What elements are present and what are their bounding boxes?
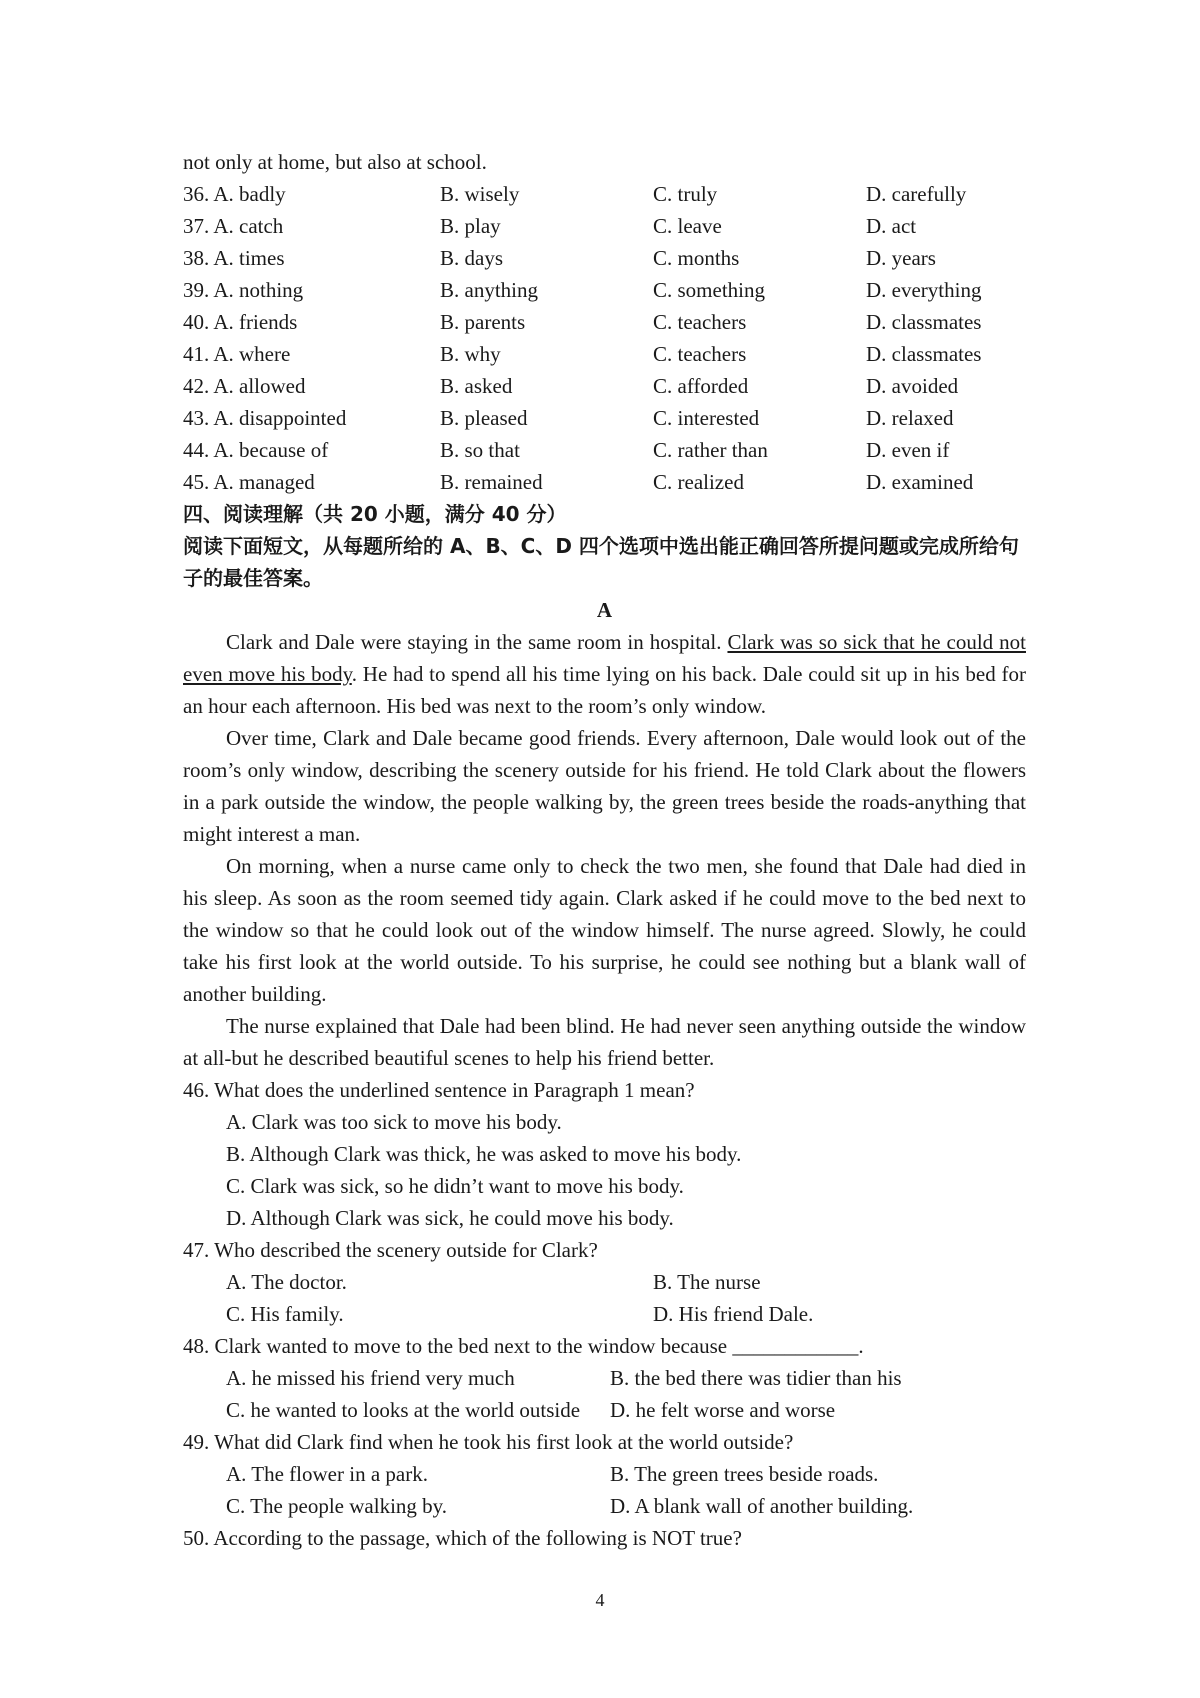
option-a: 36. A. badly	[183, 182, 286, 206]
question-stem: 46. What does the underlined sentence in Paragraph 1 mean?	[183, 1078, 695, 1102]
options-row-1	[183, 1458, 1026, 1490]
cloze-item-45	[183, 466, 1026, 498]
option-a: A. Clark was too sick to move his body.	[226, 1110, 562, 1134]
cloze-item-37	[183, 210, 1026, 242]
option-a: 45. A. managed	[183, 470, 315, 494]
option-d: D. His friend Dale.	[653, 1302, 814, 1326]
cloze-item-36	[183, 178, 1026, 210]
p1-end: . He had to spend all his time lying on his back. Dale could sit up in his bed for an hour each afternoon. His bed was next to the room’s only window.	[183, 662, 1026, 718]
passage-paragraph-1	[183, 626, 1026, 722]
option-b: B. remained	[440, 470, 543, 494]
option-a: 43. A. disappointed	[183, 406, 347, 430]
option-a: A. The flower in a park.	[226, 1462, 428, 1486]
option-a: 37. A. catch	[183, 214, 284, 238]
option-b: B. Although Clark was thick, he was asked to move his body.	[226, 1142, 742, 1166]
option-d: D. carefully	[866, 182, 967, 206]
option-c: C. he wanted to looks at the world outside	[226, 1398, 581, 1422]
question-stem: 48. Clark wanted to move to the bed next to the window because ____________.	[183, 1334, 864, 1358]
exam-page	[183, 146, 1026, 1554]
passage-label: A	[596, 598, 613, 622]
intro-line: not only at home, but also at school.	[183, 150, 487, 174]
cloze-item-42	[183, 370, 1026, 402]
options-row-2	[183, 1490, 1026, 1522]
option-b: B. days	[440, 246, 503, 270]
question-stem: 47. Who described the scenery outside for Clark?	[183, 1238, 598, 1262]
option-a: 41. A. where	[183, 342, 291, 366]
option-c: C. interested	[653, 406, 760, 430]
option-d: D. avoided	[866, 374, 959, 398]
cloze-item-41	[183, 338, 1026, 370]
question-49	[183, 1426, 1026, 1522]
cloze-options	[183, 178, 1026, 498]
option-c: C. teachers	[653, 342, 747, 366]
passage-paragraph-4: The nurse explained that Dale had been blind. He had never seen anything outside the window at all-but he described beautiful scenes to help his friend better.	[183, 1014, 1026, 1070]
option-a: A. he missed his friend very much	[226, 1366, 515, 1390]
option-d: D. classmates	[866, 342, 982, 366]
cloze-item-44	[183, 434, 1026, 466]
option-c: C. leave	[653, 214, 722, 238]
option-c: C. something	[653, 278, 766, 302]
options-row-1	[183, 1266, 1026, 1298]
passage-paragraph-3: On morning, when a nurse came only to check the two men, she found that Dale had died in his sleep. As soon as the room seemed tidy again. Clark asked if he could move to the bed next to the window so that he could look out of the window himself. The nurse agreed. Slowly, he could take his first look at the world outside. To his surprise, he could see nothing but a blank wall of another building.	[183, 854, 1026, 1006]
cloze-item-43	[183, 402, 1026, 434]
underlined-sentence: Clark was so sick that he could not even move his body	[183, 630, 1026, 686]
option-c: C. rather than	[653, 438, 768, 462]
option-c: C. teachers	[653, 310, 747, 334]
option-d: D. A blank wall of another building.	[610, 1494, 914, 1518]
option-a: 38. A. times	[183, 246, 285, 270]
passage-paragraph-2: Over time, Clark and Dale became good friends. Every afternoon, Dale would look out of the room’s only window, describing the scenery outside for his friend. He told Clark about the flowers in a park outside the window, the people walking by, the green trees beside the roads-anything that might interest a man.	[183, 726, 1026, 846]
option-b: B. the bed there was tidier than his	[610, 1366, 902, 1390]
option-b: B. wisely	[440, 182, 520, 206]
option-d: D. classmates	[866, 310, 982, 334]
question-47	[183, 1234, 1026, 1330]
p1-start: Clark and Dale were staying in the same room in hospital.	[226, 630, 728, 654]
option-c: C. afforded	[653, 374, 749, 398]
option-c: C. His family.	[226, 1302, 344, 1326]
option-b: B. pleased	[440, 406, 528, 430]
options-row-2	[183, 1298, 1026, 1330]
option-b: B. so that	[440, 438, 520, 462]
question-48	[183, 1330, 1026, 1426]
option-d: D. relaxed	[866, 406, 954, 430]
option-c: C. Clark was sick, so he didn’t want to move his body.	[226, 1174, 684, 1198]
question-46	[183, 1074, 1026, 1234]
options-row-2	[183, 1394, 1026, 1426]
section-heading: 四、阅读理解（共 20 小题，满分 40 分）	[183, 502, 567, 526]
option-a: A. The doctor.	[226, 1270, 347, 1294]
options-row-1	[183, 1362, 1026, 1394]
cloze-item-40	[183, 306, 1026, 338]
option-b: B. asked	[440, 374, 513, 398]
option-b: B. The green trees beside roads.	[610, 1462, 879, 1486]
option-c: C. months	[653, 246, 740, 270]
option-a: 39. A. nothing	[183, 278, 304, 302]
option-d: D. years	[866, 246, 936, 270]
section-instruction: 阅读下面短文，从每题所给的 A、B、C、D 四个选项中选出能正确回答所提问题或完成所给句子的最佳答案。	[183, 534, 1019, 590]
option-d: D. he felt worse and worse	[610, 1398, 836, 1422]
option-d: D. examined	[866, 470, 974, 494]
page-number: 4	[595, 1590, 605, 1610]
option-b: B. parents	[440, 310, 526, 334]
option-d: D. act	[866, 214, 917, 238]
question-50	[183, 1522, 1026, 1554]
cloze-item-39	[183, 274, 1026, 306]
option-a: 44. A. because of	[183, 438, 329, 462]
option-c: C. realized	[653, 470, 744, 494]
option-c: C. truly	[653, 182, 718, 206]
option-d: D. Although Clark was sick, he could move his body.	[226, 1206, 674, 1230]
option-d: D. everything	[866, 278, 982, 302]
option-b: B. why	[440, 342, 501, 366]
option-a: 42. A. allowed	[183, 374, 306, 398]
option-b: B. The nurse	[653, 1270, 761, 1294]
cloze-item-38	[183, 242, 1026, 274]
option-d: D. even if	[866, 438, 950, 462]
option-c: C. The people walking by.	[226, 1494, 448, 1518]
option-b: B. play	[440, 214, 501, 238]
option-b: B. anything	[440, 278, 538, 302]
question-stem: 50. According to the passage, which of the following is NOT true?	[183, 1526, 742, 1550]
question-stem: 49. What did Clark find when he took his first look at the world outside?	[183, 1430, 794, 1454]
option-a: 40. A. friends	[183, 310, 298, 334]
